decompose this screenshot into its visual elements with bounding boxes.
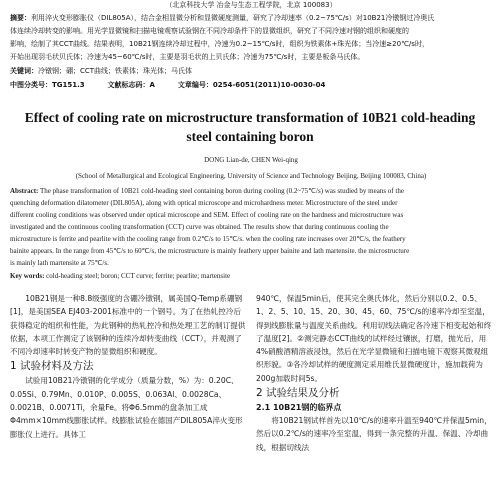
section-1-heading: 1 试验材料及方法 xyxy=(10,360,94,373)
en-keywords-text: cold-heading steel; boron; CCT curve; ferrite; pearlite; martensite xyxy=(46,272,231,280)
subsection-2-1-paragraph: 将10B21钢试样首先以10℃/s的速率升温至940℃并保温5min，然后以0.2℃/s的速率冷至室温，得到一条完整的升温、保温、冷却曲线，根据切线法 xyxy=(256,416,492,452)
cn-abstract-label: 摘要： xyxy=(10,14,31,22)
cn-abstract-line-3: 影响，绘制了其CCT曲线。结果表明，10B21钢连续冷却过程中，冷速为0.2~15℃/s时，组织为铁素体+珠光体；当冷速≥20℃/s时， xyxy=(10,40,429,48)
article-no-value: 0254-6051(2011)10-0030-04 xyxy=(212,81,326,89)
section-1-paragraph: 试验用10B21冷镦钢的化学成分（质量分数，%）为：0.20C、0.05Si、0.79Mn、0.010P、0.005S、0.063Al、0.0028Ca、0.0021B、0.0071Ti，余量Fe。将Φ6.5mm的盘条加工成Φ4mm×10mm线膨胀试样。线膨胀试验在德国产DIL805A淬火变形膨胀仪上进行。具体工 xyxy=(10,376,243,439)
en-abstract-line-5: microstructure is ferrite and pearlite with the cooling range from 0.2℃/s to 15℃/s. when the cooling rate increases over 20℃/s, the feathery xyxy=(10,235,406,243)
en-affiliation: (School of Metallurgical and Ecological Engineering, University of Science and Technology Beijing, Beijing 100083, China) xyxy=(75,172,427,180)
en-abstract-text-1: The phase transformation of 10B21 cold-heading steel containing boron during cooling (0.2~75℃/s) was studied by means of the xyxy=(40,187,404,195)
en-abstract-line-2: quenching deformation dilatometer (DIL805A), along with optical microscope and microhardness meter. Microstructure of the steel under xyxy=(10,199,398,207)
cn-keywords xyxy=(10,66,492,76)
en-abstract-label: Abstract: xyxy=(10,187,39,195)
affiliation-cn: （北京科技大学 冶金与生态工程学院，北京 100083） xyxy=(165,1,337,9)
en-title-line-1: Effect of cooling rate on microstructure transformation of 10B21 cold-heading xyxy=(24,110,476,125)
subsection-2-1-heading: 2.1 10B21钢的临界点 xyxy=(256,403,342,413)
clc-value: TG151.3 xyxy=(52,81,85,89)
cn-abstract-line-2: 体连续冷却转变的影响。用光学显微镜和扫描电镜观察试验钢在不同冷却条件下的显微组织，研究了不同冷速对钢的组织和硬度的 xyxy=(10,27,409,35)
en-authors: DONG Lian-de, CHEN Wei-qing xyxy=(204,156,298,164)
clc-label: 中图分类号： xyxy=(10,81,52,89)
en-keywords-label: Key words: xyxy=(10,272,45,280)
cn-abstract-text-1: 利用淬火变形膨胀仪（DIL805A），结合金相显微分析和显微硬度测量，研究了冷却速率（0.2~75℃/s）对10B21冷镦钢过冷奥氏 xyxy=(31,14,435,22)
en-abstract-line-6: bainite appears. In the range from 45℃/s to 60℃/s, the microstructure is mainly feathery upper bainite and lath martensite. the microstructure xyxy=(10,247,410,255)
en-title-line-2: steel containing boron xyxy=(186,129,314,144)
en-abstract-line-7: is mainly lath martensite at 75℃/s. xyxy=(10,259,109,267)
en-abstract-line-4: investigated and the continuous cooling transformation (CCT) curve was obtained. The results show that during continuous cooling the xyxy=(10,223,389,231)
right-column xyxy=(256,292,494,454)
cn-abstract-line-4: 开始出现羽毛状贝氏体；冷速为45~60℃/s时，主要是羽毛状的上贝氏体；冷速为75℃/s时，主要是板条马氏体。 xyxy=(10,53,365,61)
cn-abstract-line-1 xyxy=(10,13,492,23)
cn-keywords-text: 冷镦钢；硼；CCT曲线；铁素体；珠光体；马氏体 xyxy=(38,67,193,75)
doc-code-value: A xyxy=(149,81,155,89)
cn-keywords-label: 关键词： xyxy=(10,67,38,75)
left-column xyxy=(10,292,248,441)
en-keywords xyxy=(10,271,492,282)
article-no-label: 文章编号： xyxy=(177,81,213,89)
cn-classification xyxy=(10,80,492,90)
en-abstract-line-3: different cooling conditions was observed under optical microscope and SEM. Effect of cooling rate on the hardness and microstructure was xyxy=(10,211,404,219)
intro-paragraph: 10B21钢是一种8.8级强度的含硼冷镦钢，属美国Q-Temp系硼钢[1]，是美国SEA EJ403-2001标准中的一个钢号。为了在热轧控冷后获得稳定的组织和性能，为此钢种的热轧控冷和热处理工艺的制订提供依据，本项工作测定了该钢种的连续冷却转变曲线（CCT），并观测了不同冷却速率时转变产物的显微组织和硬度。 xyxy=(10,294,246,357)
section-2-heading: 2 试验结果及分析 xyxy=(256,387,340,400)
doc-code-label: 文献标志码： xyxy=(107,81,150,89)
en-abstract-line-1 xyxy=(10,186,492,197)
method-paragraph: 940℃，保温5min后，使其完全奥氏体化，然后分别以0.2、0.5、1、2、5、10、15、20、30、45、60、75℃/s的速率冷却至室温，得到线膨胀量与温度关系曲线。利用切线法确定各冷速下相变起始和终了温度[2]。②测完静态CCT曲线的试样经过镶嵌，打磨，抛光后，用4%硝酸酒精溶液浸蚀，然后在光学显微镜和扫描电镜下观察其微观组织形貌。③各冷却试样的硬度测定采用维氏显微硬度计，施加载荷为200g加载时间5s。 xyxy=(256,294,492,383)
